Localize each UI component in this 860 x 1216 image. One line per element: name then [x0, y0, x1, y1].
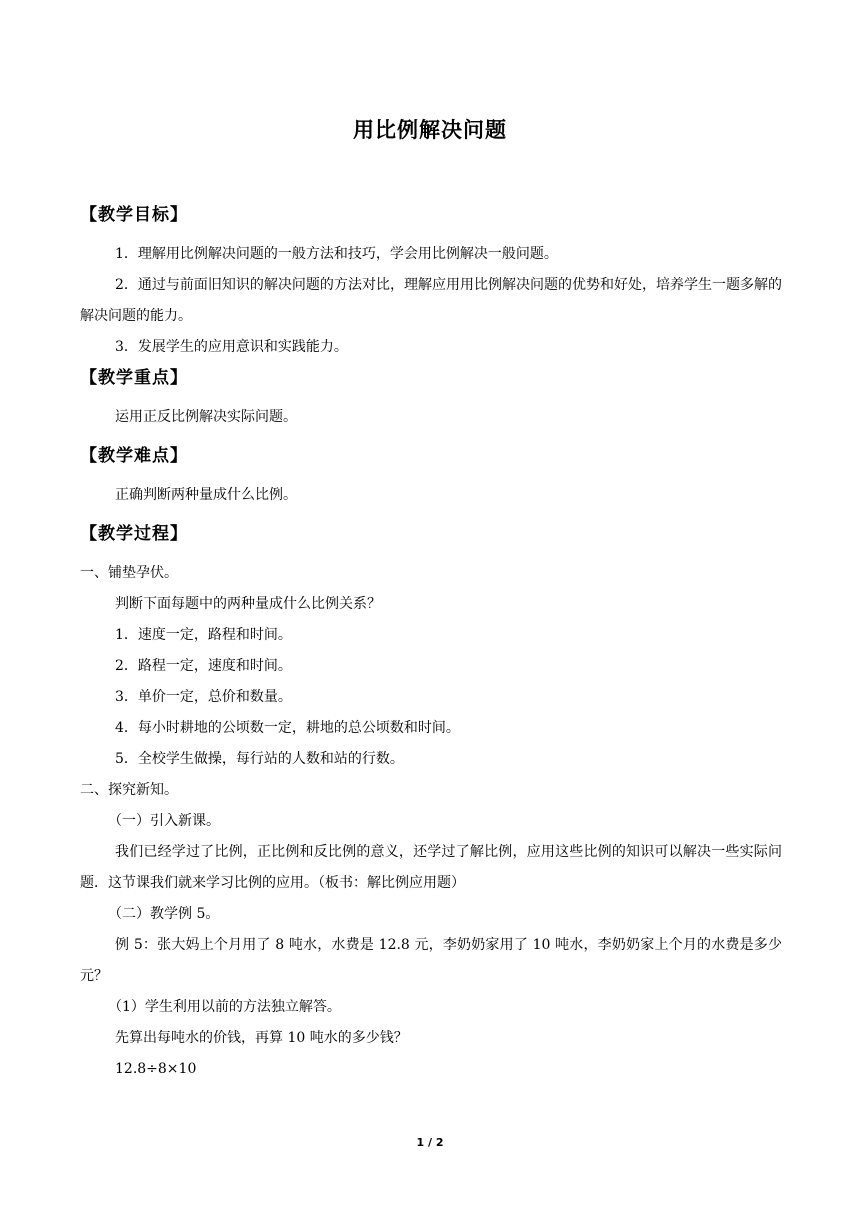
goal-item-1: 1．理解用比例解决问题的一般方法和技巧，学会用比例解决一般问题。 [115, 246, 558, 262]
process-part1-item-3: 3．单价一定，总价和数量。 [115, 689, 292, 705]
key-points-text: 运用正反比例解决实际问题。 [115, 409, 297, 425]
process-sub1-text: 我们已经学过了比例，正比例和反比例的意义，还学过了解比例，应用这些比例的知识可以解决一些实际问题．这节课我们就来学习比例的应用。（板书：解比例应用题） [80, 844, 782, 891]
process-part1-item-5: 5．全校学生做操，每行站的人数和站的行数。 [115, 751, 404, 767]
difficulties-text: 正确判断两种量成什么比例。 [115, 487, 297, 503]
process-part1-item-2: 2．路程一定，速度和时间。 [115, 658, 292, 674]
page-number: 1 / 2 [416, 1136, 444, 1149]
step1-title: （1）学生利用以前的方法独立解答。 [108, 999, 341, 1015]
process-sub2-title: （二）教学例 5。 [108, 906, 220, 922]
goal-item-3: 3．发展学生的应用意识和实践能力。 [115, 339, 348, 355]
process-part1-intro: 判断下面每题中的两种量成什么比例关系？ [115, 596, 381, 612]
process-part2-title: 二、探究新知。 [80, 782, 178, 798]
goal-item-2: 2．通过与前面旧知识的解决问题的方法对比，理解应用用比例解决问题的优势和好处，培养学生一题多解的解决问题的能力。 [80, 277, 782, 324]
process-sub1-title: （一）引入新课。 [108, 813, 220, 829]
section-heading-key-points: 【教学重点】 [80, 368, 188, 388]
process-part1-title: 一、铺垫孕伏。 [80, 565, 178, 581]
document-body [80, 200, 782, 1085]
step1-text: 先算出每吨水的价钱，再算 10 吨水的多少钱？ [115, 1030, 408, 1046]
section-heading-process: 【教学过程】 [80, 524, 188, 544]
process-part1-item-1: 1．速度一定，路程和时间。 [115, 627, 292, 643]
section-heading-goals: 【教学目标】 [80, 205, 188, 225]
document-title: 用比例解决问题 [353, 118, 507, 142]
section-heading-difficulties: 【教学难点】 [80, 446, 188, 466]
example-text: 例 5：张大妈上个月用了 8 吨水，水费是 12.8 元，李奶奶家用了 10 吨水，李奶奶家上个月的水费是多少元？ [80, 937, 782, 984]
process-part1-item-4: 4．每小时耕地的公顷数一定，耕地的总公顷数和时间。 [115, 720, 460, 736]
formula: 12.8÷8×10 [115, 1061, 197, 1077]
